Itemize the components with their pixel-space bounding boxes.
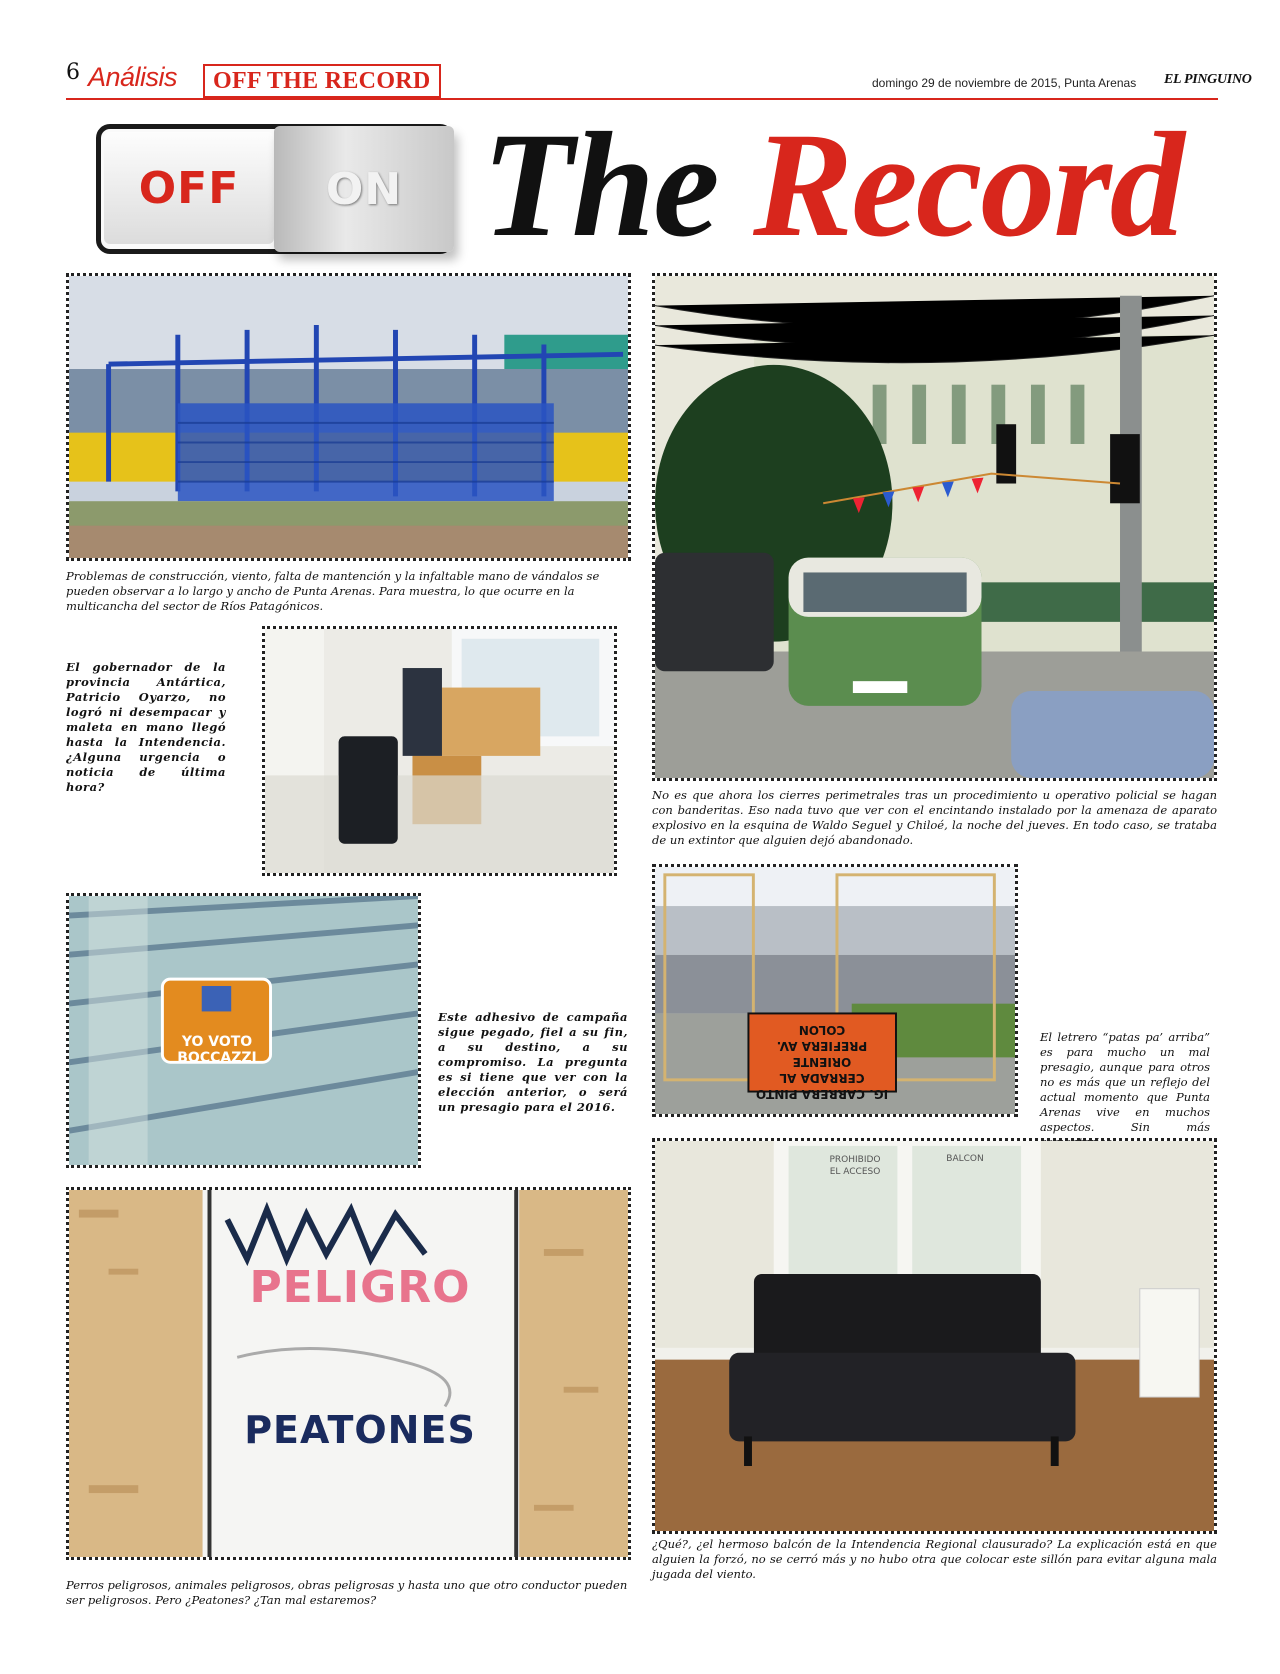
section-label: Análisis: [88, 62, 178, 92]
door-sign-left: [810, 1154, 900, 1178]
caption-adhesivo: Este adhesivo de campaña sigue pegado, fiel a su fin, a su destino, a su compromiso. La pregunta es si tiene que ver con la elección anterior, o será un presagio para el 2016.: [438, 1010, 628, 1114]
subsection-label: OFF THE RECORD: [213, 67, 431, 94]
sign-line2: CERRADA AL ORIENTE: [779, 1055, 865, 1085]
photo-balcon-sillon: [652, 1138, 1217, 1534]
newspaper-logo: EL PINGUINO: [1164, 72, 1252, 87]
photo-oficina-maleta: [262, 626, 617, 876]
sticker-text: [162, 1034, 272, 1066]
caption-multicancha: Problemas de construcción, viento, falta de mantención y la infaltable mano de vándalos se pueden observar a lo largo y ancho de Punta Arenas. Para muestra, lo que ocurre en la multicancha del sector de Ríos Patagónicos.: [66, 569, 600, 613]
door-sign-right: BALCON: [946, 1154, 984, 1164]
sticker-line2: BOCCAZZI: [177, 1050, 257, 1066]
caption-balcon: ¿Qué?, ¿el hermoso balcón de la Intendencia Regional clausurado? La explicación está en que alguien la forzó, no se cerró más y no hubo otra que colocar este sillón para evitar alguna mala jugada del viento.: [652, 1537, 1217, 1581]
sign-peligro: PELIGRO: [249, 1262, 471, 1313]
switch-off-label: OFF: [138, 162, 240, 214]
door-sign-left-line2: EL ACCESO: [829, 1167, 881, 1177]
page-number: 6: [66, 60, 80, 85]
sticker-line1: YO VOTO: [181, 1034, 253, 1050]
off-on-switch-graphic: [96, 124, 454, 254]
caption-gobernador: El gobernador de la provincia Antártica, Patricio Oyarzo, no logró ni desempacar y maleta en mano llegó hasta la Intendencia. ¿Alguna urgencia o noticia de última hora?: [66, 660, 226, 794]
upside-down-sign-text: [752, 1022, 892, 1102]
photo-multicancha: [66, 273, 631, 561]
switch-on-label: ON: [325, 163, 403, 215]
date-line: domingo 29 de noviembre de 2015, Punta Arenas: [872, 76, 1137, 90]
caption-letrero: El letrero “patas pa’ arriba” es para mucho un mal presagio, aunque para otros no es más que un reflejo del actual momento que Punta Arenas vive en muchos aspectos. Sin más: [1040, 1030, 1210, 1134]
caption-operativo: No es que ahora los cierres perimetrales tras un procedimiento u operativo policial se hagan con banderitas. Eso nada tuvo que ver con el encintando instalado por la amenaza de aparato explosivo en la esquina de Waldo Seguel y Chiloé, la noche del jueves. En todo caso, se trataba de un extintor que alguien dejó abandonado.: [652, 788, 1217, 847]
sign-line1: IG. CARRERA PINTO: [755, 1087, 889, 1101]
sign-line3: PREFIERA AV. COLON: [776, 1023, 868, 1053]
photo-peligro-peatones: [66, 1187, 631, 1560]
page-title: [482, 102, 1183, 268]
subsection-box: [203, 64, 441, 98]
header-rule: [66, 98, 1218, 100]
caption-peatones: Perros peligrosos, animales peligrosos, obras peligrosas y hasta uno que otro conductor pueden ser peligrosos. Pero ¿Peatones? ¿Tan mal estaremos?: [66, 1578, 628, 1607]
switch-off-side: [104, 132, 274, 244]
sign-peatones: PEATONES: [244, 1408, 476, 1452]
switch-on-side: [274, 126, 454, 252]
door-sign-left-line1: PROHIBIDO: [829, 1155, 881, 1165]
photo-adhesivo: [66, 893, 421, 1168]
photo-carabineros: [652, 273, 1217, 781]
title-record: Record: [753, 102, 1183, 268]
title-the: The: [482, 102, 718, 268]
